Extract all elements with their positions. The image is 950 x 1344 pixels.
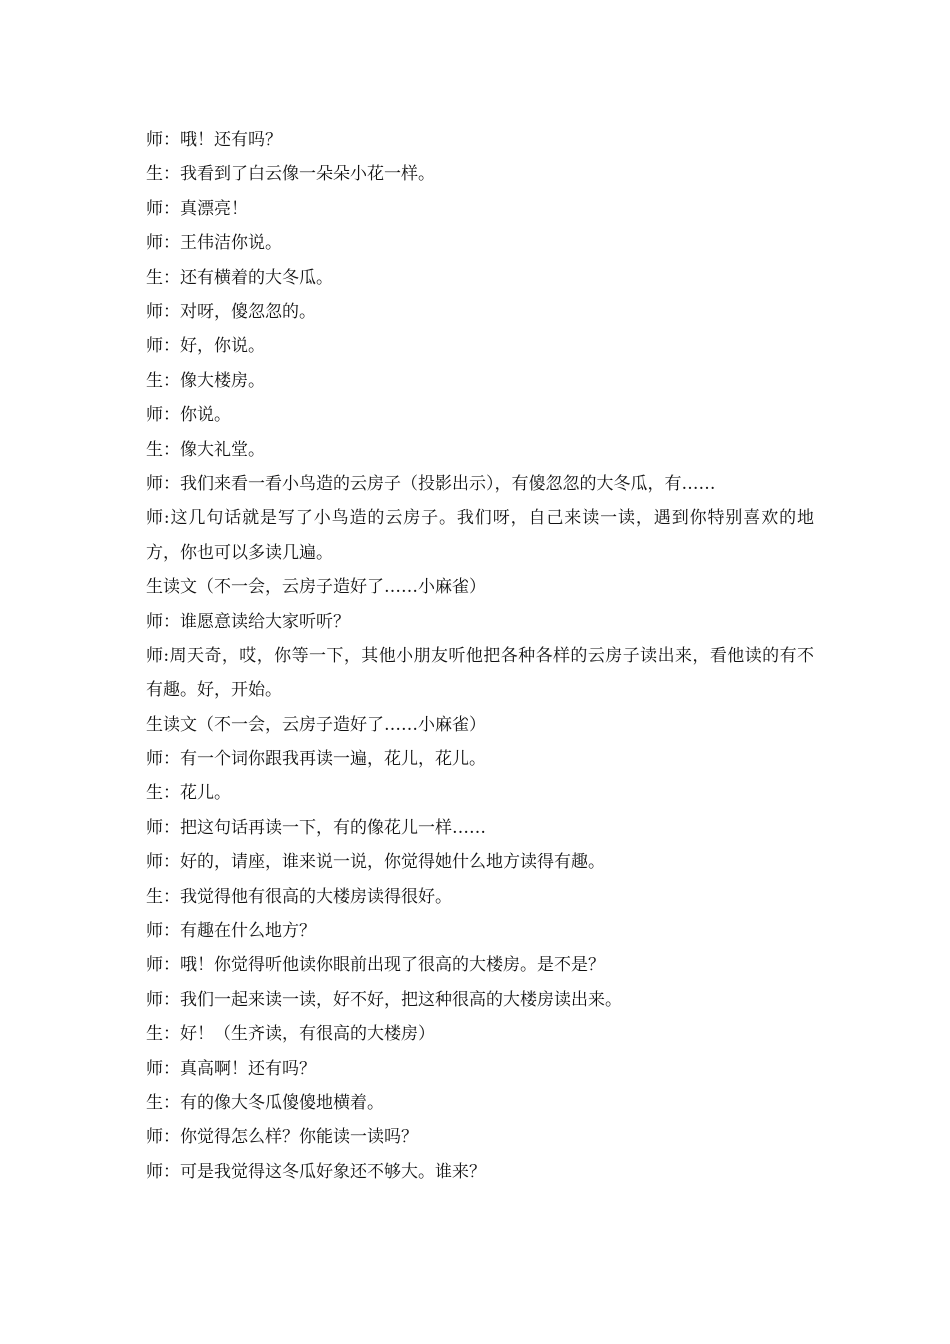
transcript-line: 师：好，你说。 bbox=[146, 336, 265, 357]
transcript-line: 师：有趣在什么地方？ bbox=[146, 921, 316, 942]
transcript-line: 生：我看到了白云像一朵朵小花一样。 bbox=[146, 164, 435, 185]
transcript-line: 生：像大楼房。 bbox=[146, 370, 265, 391]
transcript-line: 师：可是我觉得这冬瓜好象还不够大。谁来？ bbox=[146, 1161, 486, 1182]
transcript-line: 师：你说。 bbox=[146, 405, 231, 426]
transcript-line: 生：还有横着的大冬瓜。 bbox=[146, 267, 333, 288]
transcript-line: 生：花儿。 bbox=[146, 783, 231, 804]
transcript-line: 生：我觉得他有很高的大楼房读得很好。 bbox=[146, 886, 452, 907]
transcript-line: 师：我们一起来读一读，好不好，把这种很高的大楼房读出来。 bbox=[146, 989, 622, 1010]
transcript-paragraph: 师:周天奇，哎，你等一下，其他小朋友听他把各种各样的云房子读出来，看他读的有不有趣。好，开始。 bbox=[146, 645, 814, 701]
transcript-line: 生：好！（生齐读，有很高的大楼房） bbox=[146, 1024, 435, 1045]
transcript-line: 师：我们来看一看小鸟造的云房子（投影出示），有傻忽忽的大冬瓜，有…… bbox=[146, 473, 716, 494]
transcript-line: 师：王伟洁你说。 bbox=[146, 233, 282, 254]
transcript-line: 师：有一个词你跟我再读一遍，花儿，花儿。 bbox=[146, 749, 486, 770]
transcript-line: 师：你觉得怎么样？你能读一读吗？ bbox=[146, 1127, 418, 1148]
transcript-line: 师：谁愿意读给大家听听？ bbox=[146, 611, 350, 632]
transcript-line: 师：哦！还有吗？ bbox=[146, 130, 282, 150]
transcript-line: 生：有的像大冬瓜傻傻地横着。 bbox=[146, 1093, 384, 1113]
transcript-line: 师：真漂亮！ bbox=[146, 198, 248, 219]
transcript-line: 生读文（不一会，云房子造好了……小麻雀） bbox=[146, 577, 486, 598]
transcript-line: 生读文（不一会，云房子造好了……小麻雀） bbox=[146, 714, 486, 735]
transcript-body bbox=[146, 123, 814, 1189]
transcript-line: 师：真高啊！还有吗？ bbox=[146, 1058, 316, 1079]
transcript-line: 生：像大礼堂。 bbox=[146, 439, 265, 460]
transcript-line: 师：好的，请座，谁来说一说，你觉得她什么地方读得有趣。 bbox=[146, 852, 605, 873]
transcript-line: 师：把这句话再读一下，有的像花儿一样…… bbox=[146, 817, 486, 838]
transcript-line: 师：哦！你觉得听他读你眼前出现了很高的大楼房。是不是？ bbox=[146, 955, 605, 976]
transcript-paragraph: 师:这几句话就是写了小鸟造的云房子。我们呀，自己来读一读，遇到你特别喜欢的地方，你也可以多读几遍。 bbox=[146, 508, 814, 563]
transcript-line: 师：对呀，傻忽忽的。 bbox=[146, 301, 316, 322]
